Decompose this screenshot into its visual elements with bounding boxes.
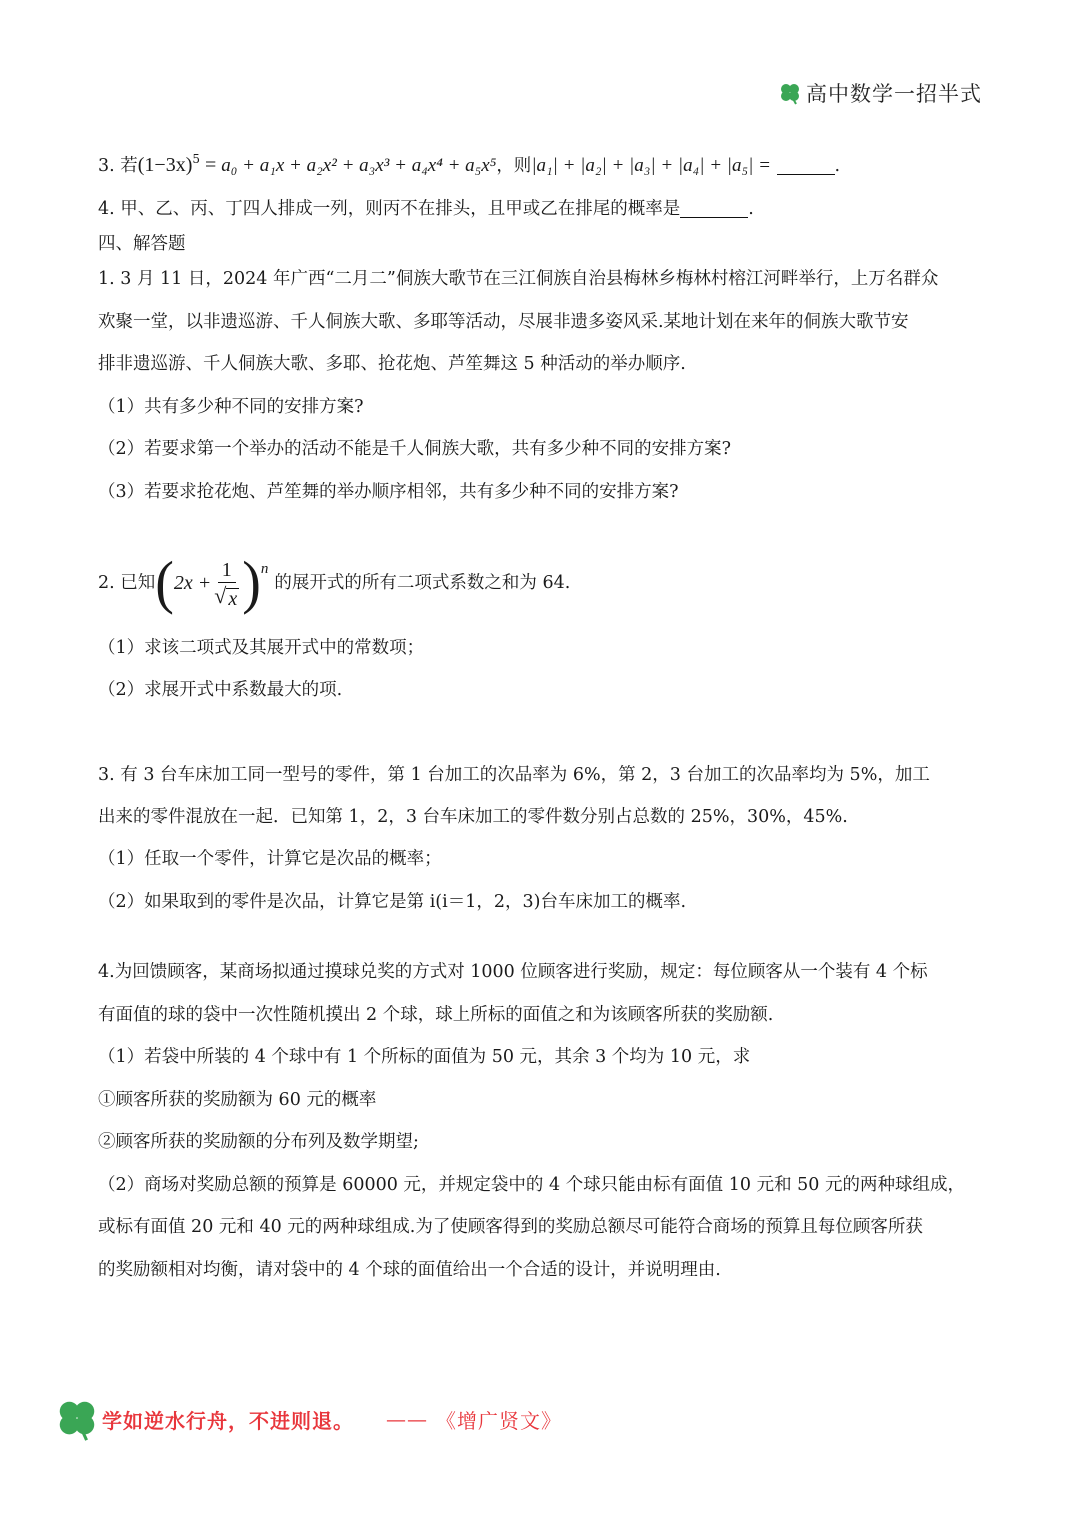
fraction-denominator: √ x [214, 582, 238, 610]
p4-line-2: 有面值的球的袋中一次性随机摸出 2 个球，球上所标的面值之和为该顾客所获的奖励额. [98, 1005, 774, 1025]
p2-suffix: 的展开式的所有二项式系数之和为 64. [274, 573, 571, 593]
q3-terms: a₀ + a₁x + a₂x² + a₃x³ + a₄x⁴ + a₅x⁵ [221, 155, 497, 176]
clover-icon [778, 81, 802, 105]
p2-statement [98, 548, 982, 618]
brand-text: 高中数学一招半式 [806, 82, 982, 106]
p3-line-2: 出来的零件混放在一起．已知第 1，2，3 台车床加工的零件数分别占总数的 25%，30%，45%. [98, 807, 848, 827]
q3-prefix: 3. 若 [98, 156, 138, 176]
q3-lhs: (1−3x) [137, 154, 193, 176]
right-paren: ) [242, 550, 261, 616]
p1-line-1: 1. 3 月 11 日，2024 年广西“二月二”侗族大歌节在三江侗族自治县梅林乡梅林村榕江河畔举行，上万名群众 [98, 269, 939, 289]
binomial-exponent: n [260, 561, 269, 577]
p3-sub-2: （2）如果取到的零件是次品，计算它是第 i(i＝1，2，3)台车床加工的概率. [98, 892, 687, 912]
p1-sub-2: （2）若要求第一个举办的活动不能是千人侗族大歌，共有多少种不同的安排方案? [98, 439, 732, 459]
left-paren: ( [155, 550, 174, 616]
sqrt-icon: √ [214, 582, 227, 608]
motto-dash: —— [386, 1407, 428, 1431]
p4-choice-2: ②顾客所获的奖励额的分布列及数学期望; [98, 1132, 419, 1152]
binomial-lhs: 2x + [173, 572, 212, 594]
answer-blank[interactable] [777, 156, 835, 175]
p3-sub-1: （1）任取一个零件，计算它是次品的概率； [98, 849, 442, 869]
p2-prefix: 2. 已知 [98, 573, 156, 593]
q4-end: . [748, 199, 754, 219]
p1-line-3: 排非遗巡游、千人侗族大歌、多耶、抢花炮、芦笙舞这 5 种活动的举办顺序. [98, 354, 686, 374]
clover-icon [54, 1396, 100, 1442]
p3-line-1: 3. 有 3 台车床加工同一型号的零件，第 1 台加工的次品率为 6%，第 2，3 台加工的次品率均为 5%，加工 [98, 765, 930, 785]
p2-sub-1: （1）求该二项式及其展开式中的常数项； [98, 638, 425, 658]
p4-line-1: 4.为回馈顾客，某商场拟通过摸球兑奖的方式对 1000 位顾客进行奖励，规定：每位顾客从一个装有 4 个标 [98, 962, 928, 982]
fill-question-4 [98, 197, 982, 221]
q3-end: . [834, 156, 841, 176]
p1-sub-3: （3）若要求抢花炮、芦笙舞的举办顺序相邻，共有多少种不同的安排方案? [98, 482, 679, 502]
fraction [214, 558, 239, 609]
p4-sub-2-line-3: 的奖励额相对均衡，请对袋中的 4 个球的面值给出一个合适的设计，并说明理由. [98, 1260, 721, 1280]
p4-sub-1: （1）若袋中所装的 4 个球中有 1 个所标的面值为 50 元，其余 3 个均为 10 元，求 [98, 1047, 751, 1067]
q3-exponent: 5 [192, 152, 201, 166]
fill-question-3 [98, 147, 982, 178]
section-title: 四、解答题 [98, 234, 186, 254]
answer-blank[interactable] [680, 199, 748, 218]
p4-choice-1: ①顾客所获的奖励额为 60 元的概率 [98, 1090, 377, 1110]
q4-text: 4. 甲、乙、丙、丁四人排成一列，则丙不在排头，且甲或乙在排尾的概率是 [98, 199, 681, 219]
p1-sub-1: （1）共有多少种不同的安排方案? [98, 397, 364, 417]
p4-sub-2-line-1: （2）商场对奖励总额的预算是 60000 元，并规定袋中的 4 个球只能由标有面值 10 元和 50 元的两种球组成， [98, 1175, 965, 1195]
brand-header [778, 78, 982, 108]
footer-motto [54, 1396, 562, 1442]
q3-abs-sum: |a₁| + |a₂| + |a₃| + |a₄| + |a₅| = [531, 155, 771, 176]
p1-line-2: 欢聚一堂，以非遗巡游、千人侗族大歌、多耶等活动，尽展非遗多姿风采.某地计划在来年的侗族大歌节安 [98, 312, 909, 332]
binomial-expression [155, 550, 269, 616]
p2-sub-2: （2）求展开式中系数最大的项. [98, 680, 343, 700]
q3-eq: = [200, 154, 222, 176]
p4-sub-2-line-2: 或标有面值 20 元和 40 元的两种球组成.为了使顾客得到的奖励总额尽可能符合商场的预算且每位顾客所获 [98, 1217, 923, 1237]
motto-text: 学如逆水行舟，不进则退。 [102, 1408, 354, 1433]
q3-mid: ，则 [496, 156, 532, 176]
fraction-numerator: 1 [218, 558, 236, 583]
motto-source: 《增广贤文》 [436, 1408, 562, 1433]
